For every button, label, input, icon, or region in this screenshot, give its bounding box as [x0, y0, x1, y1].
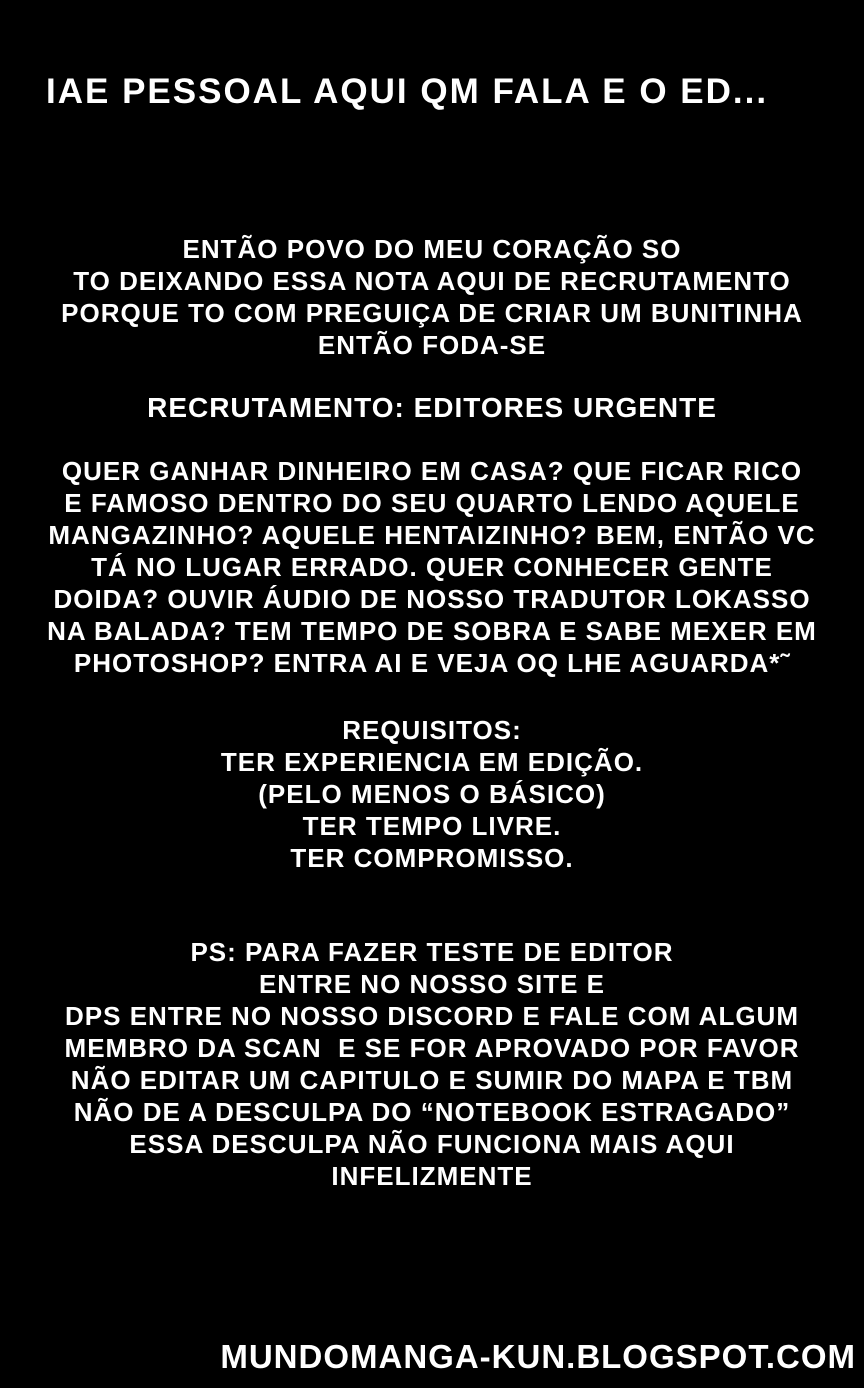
pitch-line: NA BALADA? TEM TEMPO DE SOBRA E SABE MEXER EM: [47, 616, 817, 646]
postscript-paragraph: [0, 936, 864, 1192]
requirements-list: [0, 714, 864, 874]
intro-line: TO DEIXANDO ESSA NOTA AQUI DE RECRUTAMENTO: [73, 266, 791, 296]
requirement-item: TER COMPROMISSO.: [290, 843, 574, 873]
intro-line: PORQUE TO COM PREGUIÇA DE CRIAR UM BUNITINHA: [61, 298, 803, 328]
page-title: IAE PESSOAL AQUI QM FALA E O ED...: [46, 72, 769, 111]
intro-paragraph: [0, 233, 864, 361]
pitch-line: DOIDA? OUVIR ÁUDIO DE NOSSO TRADUTOR LOKASSO: [53, 584, 811, 614]
ps-line: ENTRE NO NOSSO SITE E: [258, 969, 606, 999]
ps-line: NÃO EDITAR UM CAPITULO E SUMIR DO MAPA E TBM: [70, 1065, 794, 1095]
ps-line: MEMBRO DA SCAN E SE FOR APROVADO POR FAVOR: [64, 1033, 800, 1063]
ps-line: DPS ENTRE NO NOSSO DISCORD E FALE COM ALGUM: [65, 1001, 799, 1031]
intro-line: ENTÃO FODA-SE: [317, 330, 547, 360]
ps-line: PS: PARA FAZER TESTE DE EDITOR: [190, 937, 674, 967]
pitch-line: QUER GANHAR DINHEIRO EM CASA? QUE FICAR RICO: [61, 456, 803, 486]
requirement-item: TER TEMPO LIVRE.: [302, 811, 562, 841]
pitch-line: MANGAZINHO? AQUELE HENTAIZINHO? BEM, ENTÃO VC: [48, 520, 816, 550]
requirement-item: TER EXPERIENCIA EM EDIÇÃO.: [220, 747, 644, 777]
ps-line: NÃO DE A DESCULPA DO “NOTEBOOK ESTRAGADO”: [73, 1097, 791, 1127]
scanlation-site-url: MUNDOMANGA-KUN.BLOGSPOT.COM: [220, 1338, 856, 1375]
pitch-line: E FAMOSO DENTRO DO SEU QUARTO LENDO AQUELE: [64, 488, 800, 518]
requirement-item: (PELO MENOS O BÁSICO): [258, 779, 606, 809]
pitch-line: PHOTOSHOP? ENTRA AI E VEJA OQ LHE AGUARDA*˜: [73, 648, 791, 678]
requirements-heading: REQUISITOS:: [342, 715, 522, 745]
ps-line: ESSA DESCULPA NÃO FUNCIONA MAIS AQUI: [129, 1129, 735, 1159]
recruitment-pitch-paragraph: [0, 455, 864, 679]
intro-line: ENTÃO POVO DO MEU CORAÇÃO SO: [182, 234, 682, 264]
pitch-line: TÁ NO LUGAR ERRADO. QUER CONHECER GENTE: [91, 552, 773, 582]
ps-line: INFELIZMENTE: [331, 1161, 533, 1191]
recruitment-heading: RECRUTAMENTO: EDITORES URGENTE: [147, 392, 717, 423]
recruitment-heading-block: [0, 392, 864, 424]
